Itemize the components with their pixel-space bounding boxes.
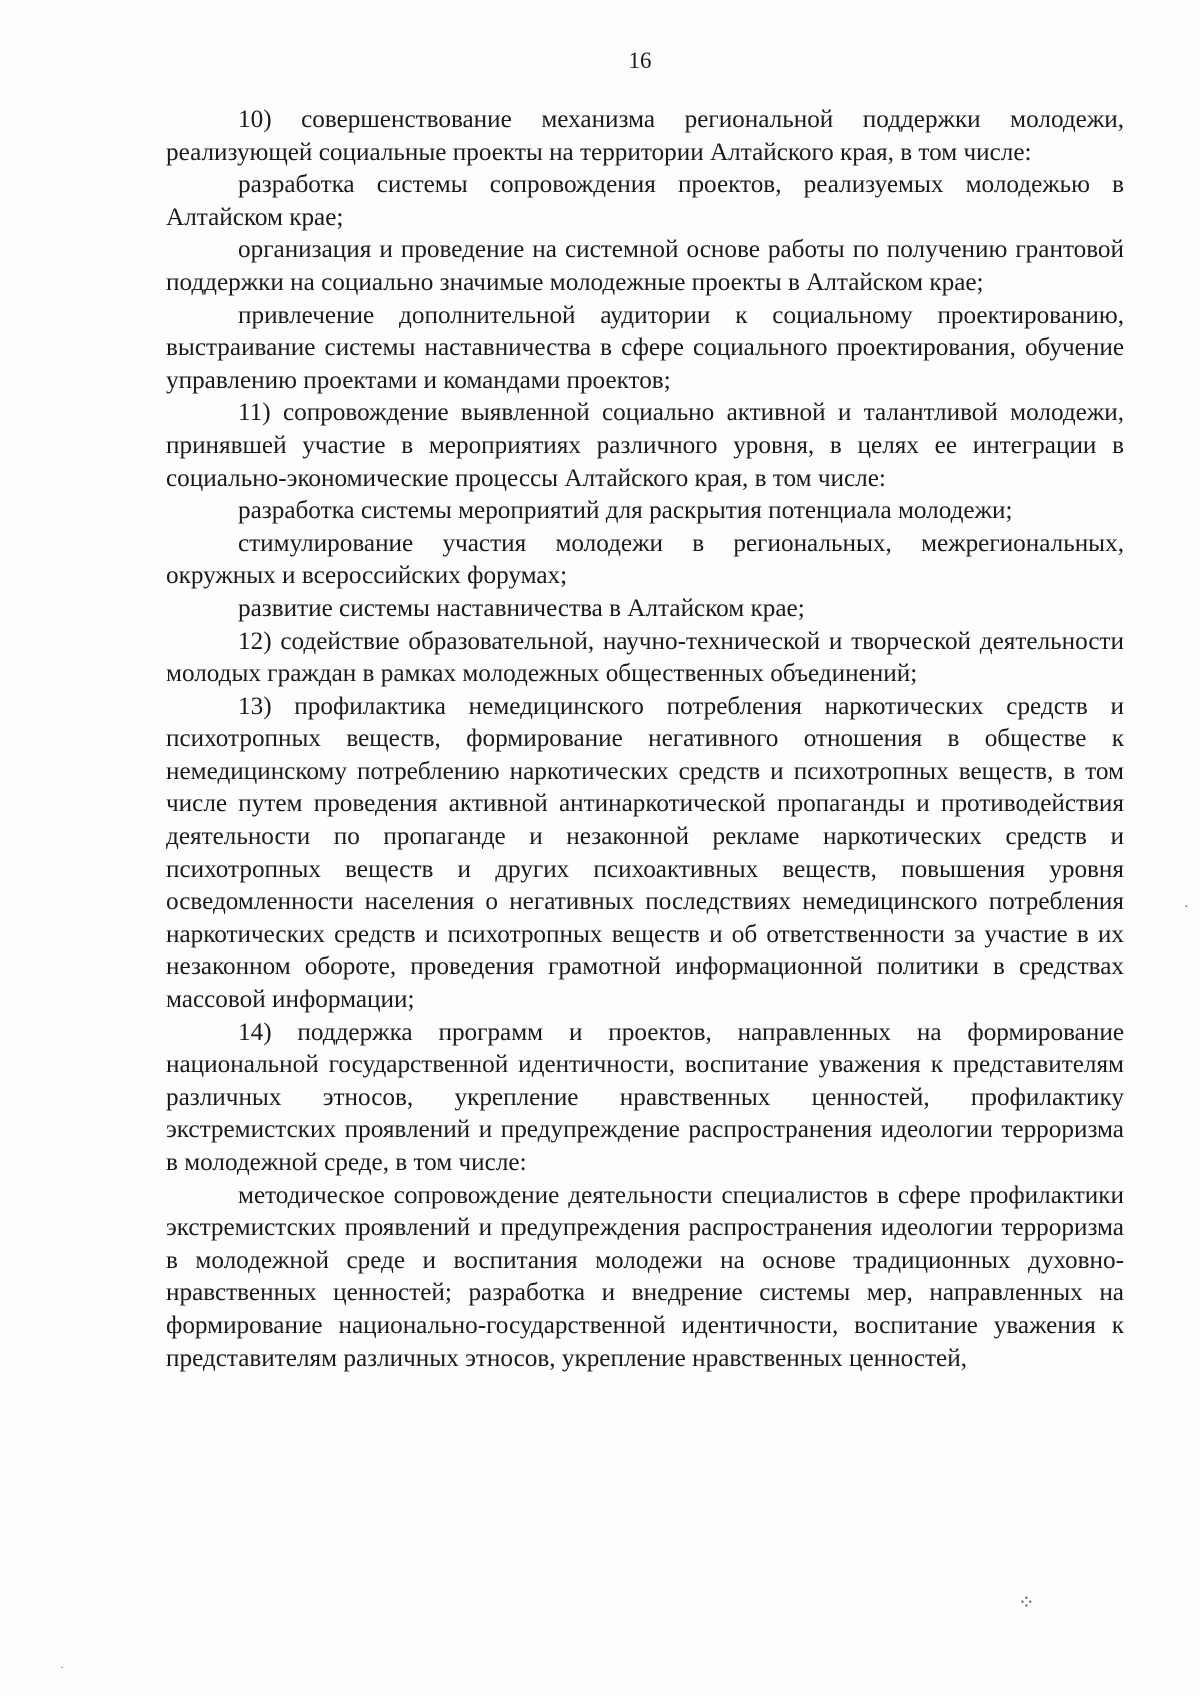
paragraph-subitem-methodical-support: методическое сопровождение деятельности специалистов в сфере профилактики экстремистских проявлений и предупреждения распространения идеологии терроризма в молодежной среде и воспитания молодежи на основе традиционных духовно-нравственных ценностей; разработка и внедрение системы мер, направленных на формирование национально-государственной идентичности, воспитание уважения к представителям различных этносов, укрепление нравственных ценностей,: [166, 1181, 1124, 1372]
paragraph-item-11: 11) сопровождение выявленной социально активной и талантливой молодежи, принявшей участие в мероприятиях различного уровня, в целях ее интеграции в социально-экономические процессы Алтайского края, в том числе:: [166, 399, 1124, 492]
paragraph-subitem-project-support: разработка системы сопровождения проектов, реализуемых молодежью в Алтайском крае;: [166, 171, 1124, 231]
paragraph-subitem-mentoring: развитие системы наставничества в Алтайском крае;: [238, 594, 805, 622]
paragraph-item-13: 13) профилактика немедицинского потребления наркотических средств и психотропных веществ, формирование негативного отношения в обществе к немедицинскому потреблению наркотических средств и психотропных веществ, в том числе путем проведения активной антинаркотической пропаганды и противодействия деятельности по пропаганде и незаконной рекламе наркотических средств и психотропных веществ и других психоактивных веществ, повышения уровня осведомленности населения о негативных последствиях немедицинского потребления наркотических средств и психотропных веществ и об ответственности за участие в их незаконном обороте, проведения грамотной информационной политики в средствах массовой информации;: [166, 692, 1124, 1014]
paragraph-item-10: 10) совершенствование механизма региональной поддержки молодежи, реализующей социальные проекты на территории Алтайского края, в том числе:: [166, 106, 1124, 166]
paragraph-item-14: 14) поддержка программ и проектов, направленных на формирование национальной государственной идентичности, воспитание уважения к представителям различных этносов, укрепление нравственных ценностей, профилактику экстремистских проявлений и предупреждение распространения идеологии терроризма в молодежной среде, в том числе:: [166, 1018, 1124, 1176]
scan-artifact-dot: ·: [1184, 900, 1189, 915]
scan-artifact-speck: ·: [60, 1660, 64, 1674]
paragraph-subitem-forums: стимулирование участия молодежи в региональных, межрегиональных, окружных и всероссийских форумах;: [166, 529, 1124, 590]
document-body: [166, 104, 1124, 1375]
paragraph-subitem-events-system: разработка системы мероприятий для раскрытия потенциала молодежи;: [238, 497, 1013, 525]
paragraph-subitem-grant-support: организация и проведение на системной основе работы по получению грантовой поддержки на социально значимые молодежные проекты в Алтайском крае;: [166, 236, 1124, 296]
page-number: 16: [628, 48, 652, 73]
paragraph-item-12: 12) содействие образовательной, научно-технической и творческой деятельности молодых граждан в рамках молодежных общественных объединений;: [166, 627, 1124, 688]
paragraph-subitem-audience: привлечение дополнительной аудитории к социальному проектированию, выстраивание системы наставничества в сфере социального проектирования, обучение управлению проектами и командами проектов;: [166, 301, 1124, 394]
scan-artifact-mark: ⁘: [1018, 1592, 1035, 1614]
